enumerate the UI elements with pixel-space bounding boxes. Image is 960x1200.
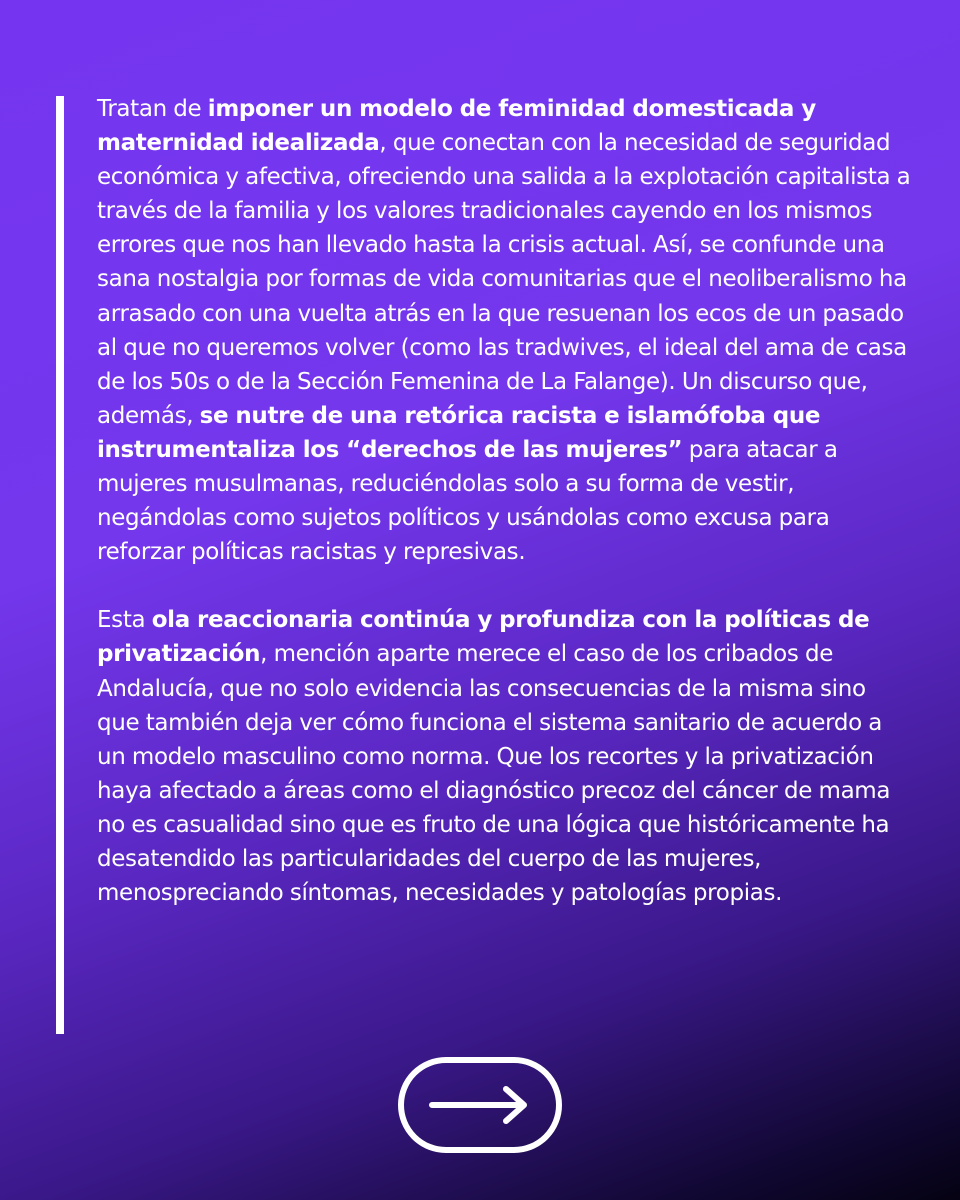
paragraph-1-text: , que conectan con la necesidad de seguridad económica y afectiva, ofreciendo una salida a la explotación capitalista a través de la familia y los valores tradicionales cayendo en los mismos errores que nos han llevado hasta la crisis actual. Así, se confunde una sana nostalgia por formas de vida comunitarias que el neoliberalismo ha arrasado con una vuelta atrás en la que resuenan los ecos de un pasado al que no queremos volver (como las tradwives, el ideal del ama de casa de los 50s o de la Sección Femenina de La Falange). Un discurso que, además, bbox=[97, 130, 911, 429]
paragraph-2 bbox=[97, 603, 912, 910]
quote-bar bbox=[56, 96, 64, 1034]
arrow-right-icon bbox=[428, 1085, 532, 1125]
paragraph-2-highlight: ola reaccionaria continúa y profundiza con la políticas de privatización bbox=[97, 607, 870, 668]
paragraph-2-text: , mención aparte merece el caso de los cribados de Andalucía, que no solo evidencia las consecuencias de la misma sino que también deja ver cómo funciona el sistema sanitario de acuerdo a un modelo masculino como norma. Que los recortes y la privatización haya afectado a áreas como el diagnóstico precoz del cáncer de mama no es casualidad sino que es fruto de una lógica que históricamente ha desatendido las particularidades del cuerpo de las mujeres, menospreciando síntomas, necesidades y patologías propias. bbox=[97, 641, 891, 907]
article-text bbox=[97, 92, 912, 910]
paragraph-1-text: para atacar a mujeres musulmanas, reduciéndolas solo a su forma de vestir, negándolas como sujetos políticos y usándolas como excusa para reforzar políticas racistas y represivas. bbox=[97, 436, 838, 566]
paragraph-2-text: Esta bbox=[97, 607, 152, 634]
paragraph-1-highlight: imponer un modelo de feminidad domesticada y maternidad idealizada bbox=[97, 96, 816, 157]
paragraph-1-text: Tratan de bbox=[97, 96, 208, 122]
paragraph-1-highlight: se nutre de una retórica racista e islamófoba que instrumentaliza los “derechos de las mujeres” bbox=[97, 402, 821, 463]
next-button[interactable] bbox=[398, 1057, 562, 1153]
paragraph-1 bbox=[97, 92, 912, 569]
